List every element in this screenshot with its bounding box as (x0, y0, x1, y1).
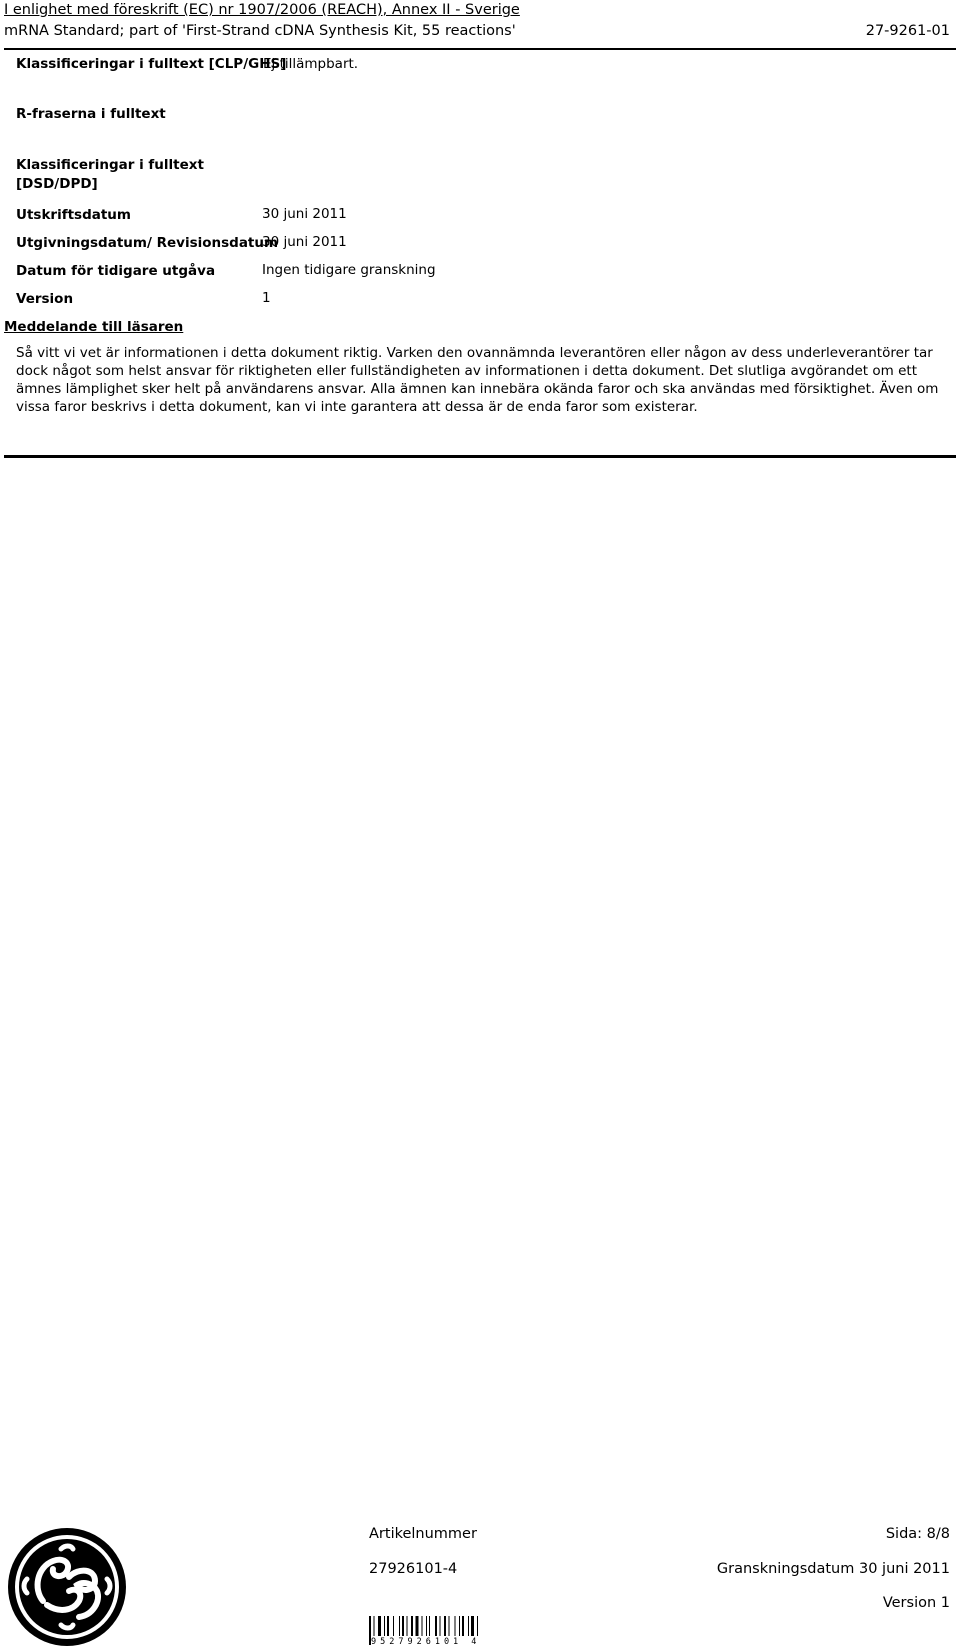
content-divider (4, 455, 956, 458)
clp-label: Klassificeringar i fulltext [CLP/GHS] (16, 56, 287, 72)
dsd-label-line1: Klassificeringar i fulltext (16, 157, 204, 173)
version-value: 1 (262, 290, 271, 306)
dsd-label-line2: [DSD/DPD] (16, 176, 98, 192)
clp-value: Ej tillämpbart. (263, 56, 359, 72)
previous-date-label: Datum för tidigare utgåva (16, 263, 216, 279)
notice-title: Meddelande till läsaren (4, 319, 184, 335)
print-date-label: Utskriftsdatum (16, 207, 131, 223)
footer-version: Version 1 (882, 1595, 950, 1611)
barcode-digits: 9527926101 4 (371, 1636, 511, 1648)
header-divider (4, 48, 956, 50)
version-label: Version (16, 291, 74, 307)
print-date-value: 30 juni 2011 (262, 206, 347, 222)
notice-body: Så vitt vi vet är informationen i detta dokument riktig. Varken den ovannämnda leverantören eller någon av dess underleverantörer tar dock något som helst ansvar för riktigheten eller fullständigheten av informationen i detta dokument. Det slutliga avgörandet om ett ämnes lämplighet sker helt på användarens ansvar. Alla ämnen kan innebära okända faror och ska användas med försiktighet. Även om vissa faror beskrivs i detta dokument, kan vi inte garantera att dessa är de enda faror som existerar. (16, 345, 939, 415)
article-number-label: Artikelnummer (369, 1526, 477, 1542)
review-date: Granskningsdatum 30 juni 2011 (716, 1561, 950, 1577)
page-number: Sida: 8/8 (885, 1526, 950, 1542)
regulation-header: I enlighet med föreskrift (EC) nr 1907/2006 (REACH), Annex II - Sverige (4, 2, 520, 18)
product-id: 27-9261-01 (865, 23, 950, 39)
previous-date-value: Ingen tidigare granskning (262, 262, 436, 278)
article-number: 27926101-4 (369, 1561, 458, 1577)
issue-date-label: Utgivningsdatum/ Revisionsdatum (16, 235, 279, 251)
ge-logo-icon (7, 1527, 127, 1647)
r-phrases-label: R-fraserna i fulltext (16, 106, 166, 122)
issue-date-value: 30 juni 2011 (262, 234, 347, 250)
product-name: mRNA Standard; part of 'First-Strand cDNA Synthesis Kit, 55 reactions' (4, 23, 516, 39)
